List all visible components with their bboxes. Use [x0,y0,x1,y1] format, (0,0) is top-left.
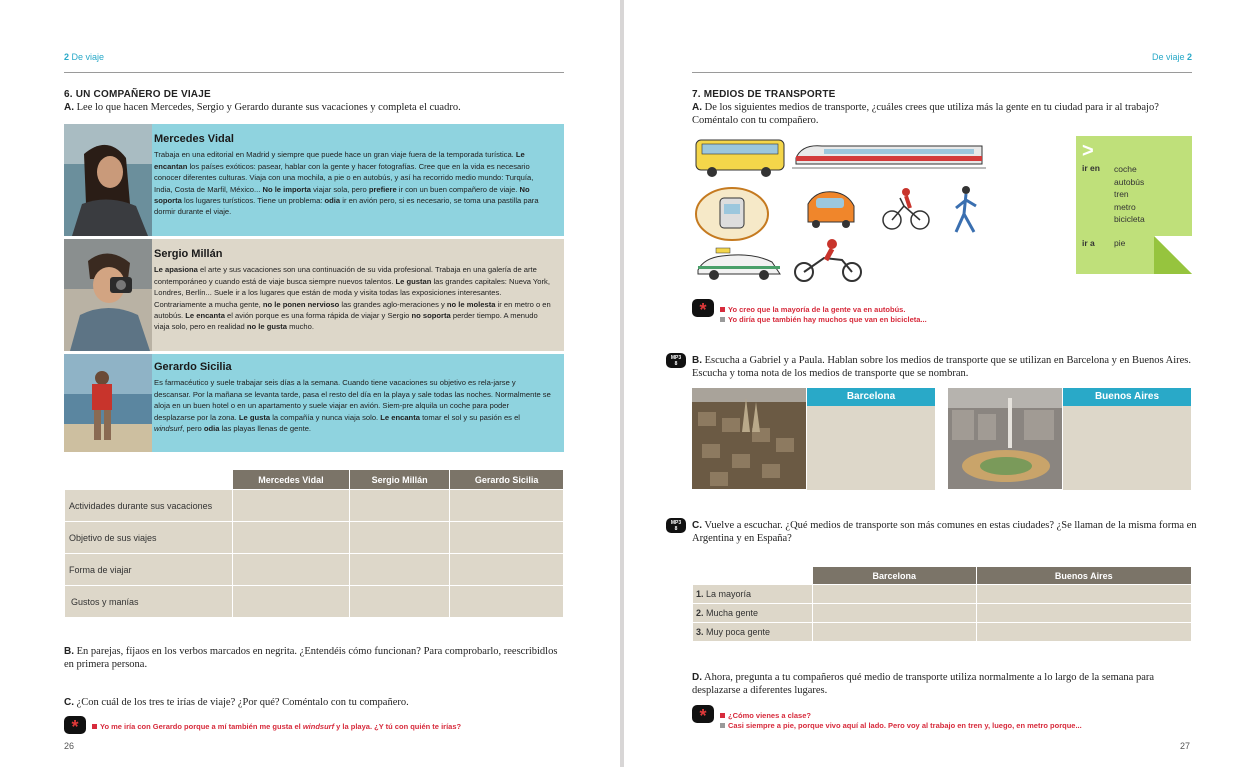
bicycle-icon [883,188,929,229]
header-rule [692,72,1192,73]
person-text: Trabaja en una editorial en Madrid y siempre que puede hace un gran viaje fuera de la temporada turística. Le encantan los países exóticos: pasear, hablar con la gente y hacer fotografías. Cree que en la vida es necesario conocer diferentes culturas. Viaja con una mochila, a pie o en autobús, y así ha recorrido medio mundo: Turquía, India, Costa de Marfil, México... No le importa viajar sola, pero prefiere ir con un buen compañero de viaje. No soporta los lugares turísticos. Tiene un problema: odia ir en avión pero, si es necesario, se toma una pastilla para dormir durante el viaje. [154,150,539,217]
instruction-b: B. En parejas, fíjaos en los verbos marcados en negrita. ¿Entendéis cómo funcionan? Para comprobarlo, reescribidlos en primera persona. [64,646,558,670]
motorbike-icon [795,239,861,281]
table-row-label: Objetivo de sus viajes [65,522,233,554]
table-cell[interactable] [349,490,449,522]
table-row-label: 3. Muy poca gente [693,623,813,642]
table-cell[interactable] [349,554,449,586]
running-header-right: De viaje 2 [1152,52,1193,62]
table-cell[interactable] [233,586,350,618]
example-dialogue: Yo creo que la mayoría de la gente va en autobús. Yo diría que también hay muchos que van en bicicleta... [720,305,1180,324]
instruction-d: D. Ahora, pregunta a tu compañeros qué medio de transporte utiliza normalmente a lo largo de la semana para desplazarse a diferentes lugares. [692,672,1155,696]
table-cell[interactable] [233,490,350,522]
profile-mercedes [64,124,564,236]
person-name: Mercedes Vidal [154,133,234,145]
star-icon: * [64,716,86,734]
audio-track-icon[interactable]: MP3 8 [666,353,686,368]
table-cell[interactable] [233,554,350,586]
table-cell[interactable] [233,522,350,554]
barcelona-photo [692,388,806,489]
table-cell[interactable] [450,490,564,522]
notes-box-buenos-aires[interactable] [1063,406,1191,490]
arrow-icon: > [1082,140,1094,162]
page-number: 27 [1180,741,1191,751]
instruction-c: C. ¿Con cuál de los tres te irías de viaje? ¿Por qué? Coméntalo con tu compañero. [64,697,409,708]
table-cell[interactable] [976,623,1192,642]
city-header: Buenos Aires [1063,388,1191,406]
person-name: Gerardo Sicilia [154,361,232,373]
table-cell[interactable] [450,522,564,554]
table-cell[interactable] [976,604,1192,623]
transport-table [692,566,1192,642]
table-cell[interactable] [813,623,977,642]
table-row-label: 2. Mucha gente [693,604,813,623]
table-cell[interactable] [450,586,564,618]
table-cell[interactable] [450,554,564,586]
instruction-b: B. Escucha a Gabriel y a Paula. Hablan sobre los medios de transporte que se utilizan en Barcelona y en Buenos Aires. Escucha y toma nota de los medios de transporte que se nombran. [692,355,1191,379]
example-dialogue: ¿Cómo vienes a clase? Casi siempre a pie, porque vivo aquí al lado. Pero voy al trabajo en tren y, luego, en metro porque... [720,711,1190,730]
table-row-label: Actividades durante sus vacaciones [65,490,233,522]
section-title: 7. MEDIOS DE TRANSPORTE [692,89,836,100]
metro-icon [696,188,768,240]
header-rule [64,72,564,73]
table-row-label: Forma de viajar [65,554,233,586]
person-name: Sergio Millán [154,248,223,260]
ir-en-list: coche autobús tren metro bicicleta [1114,164,1145,224]
example-dialogue: Yo me iría con Gerardo porque a mí también me gusta el windsurf y la playa. ¿Y tú con quién te irías? [92,722,562,732]
transport-illustrations [692,134,992,286]
instruction-c: C. Vuelve a escuchar. ¿Qué medios de transporte son más comunes en estas ciudades? ¿Se llaman de la misma forma en Argentina y en España? [692,520,1197,544]
photo-mercedes [64,124,152,236]
table-row-label: 1. La mayoría [693,585,813,604]
star-icon: * [692,299,714,317]
table-cell[interactable] [349,522,449,554]
star-icon: * [692,705,714,723]
table-row-label: Gustos y manías [65,586,233,618]
table-header: Buenos Aires [976,567,1192,585]
audio-track-icon[interactable]: MP3 8 [666,518,686,533]
table-header: Gerardo Sicilia [450,470,564,490]
photo-sergio [64,239,152,351]
vocabulary-note: > ir en coche autobús tren metro bicicleta ir a pie [1076,136,1192,274]
profile-sergio [64,239,564,351]
train-icon [792,146,986,168]
section-title: 6. UN COMPAÑERO DE VIAJE [64,89,211,100]
table-header: Sergio Millán [349,470,449,490]
profile-gerardo [64,354,564,452]
running-header-left: 2 De viaje [64,52,105,62]
table-cell[interactable] [976,585,1192,604]
profile-table [64,469,564,618]
instruction-a: A. Lee lo que hacen Mercedes, Sergio y Gerardo durante sus vacaciones y completa el cuadro. [64,102,461,113]
table-cell[interactable] [349,586,449,618]
pedestrian-icon [956,186,976,232]
person-text: Le apasiona el arte y sus vacaciones son una continuación de su vida profesional. Trabaja en una galería de arte contemporáneo y cuando está de viaje busca siempre nuevos talentos. Le gustan las grandes capitales: Nueva York, Londres, Berlín... Suele ir a los lugares que están de moda y visita todas las exposiciones interesantes. Contrariamente a mucha gente, no le ponen nervioso las grandes aglo-meraciones y no le molesta ir en metro o en autobús. Le encanta el avión porque es una forma rápida de viajar y Sergio no soporta perder tiempo. A menudo viaja solo, pero en realidad no le gusta mucho. [154,265,551,332]
photo-gerardo [64,354,152,452]
page-number: 26 [64,741,75,751]
bus-icon [696,140,784,177]
buenos-aires-photo [948,388,1062,489]
car-icon [808,192,854,228]
taxi-icon [698,248,780,280]
instruction-a: A. De los siguientes medios de transporte, ¿cuáles crees que utiliza más la gente en tu ciudad para ir al trabajo? Coméntalo con tu compañero. [692,102,1159,126]
person-text: Es farmacéutico y suele trabajar seis días a la semana. Cuando tiene vacaciones su objetivo es rela-jarse y descansar. Por la mañana se levanta tarde, pasa el resto del día en la playa y sale todas las noches. Normalmente se aloja en un buen hotel o en un apartamento y suele viajar en avión. Siem-pre alquila un coche para poder desplazarse por la zona. Le gusta la compañía y nunca viaja solo. Le encanta tomar el sol y su pasión es el windsurf, pero odia las playas llenas de gente. [154,378,551,434]
table-header: Barcelona [813,567,977,585]
table-cell[interactable] [813,585,977,604]
notes-box-barcelona[interactable] [807,406,935,490]
table-cell[interactable] [813,604,977,623]
table-header: Mercedes Vidal [233,470,350,490]
city-header: Barcelona [807,388,935,406]
